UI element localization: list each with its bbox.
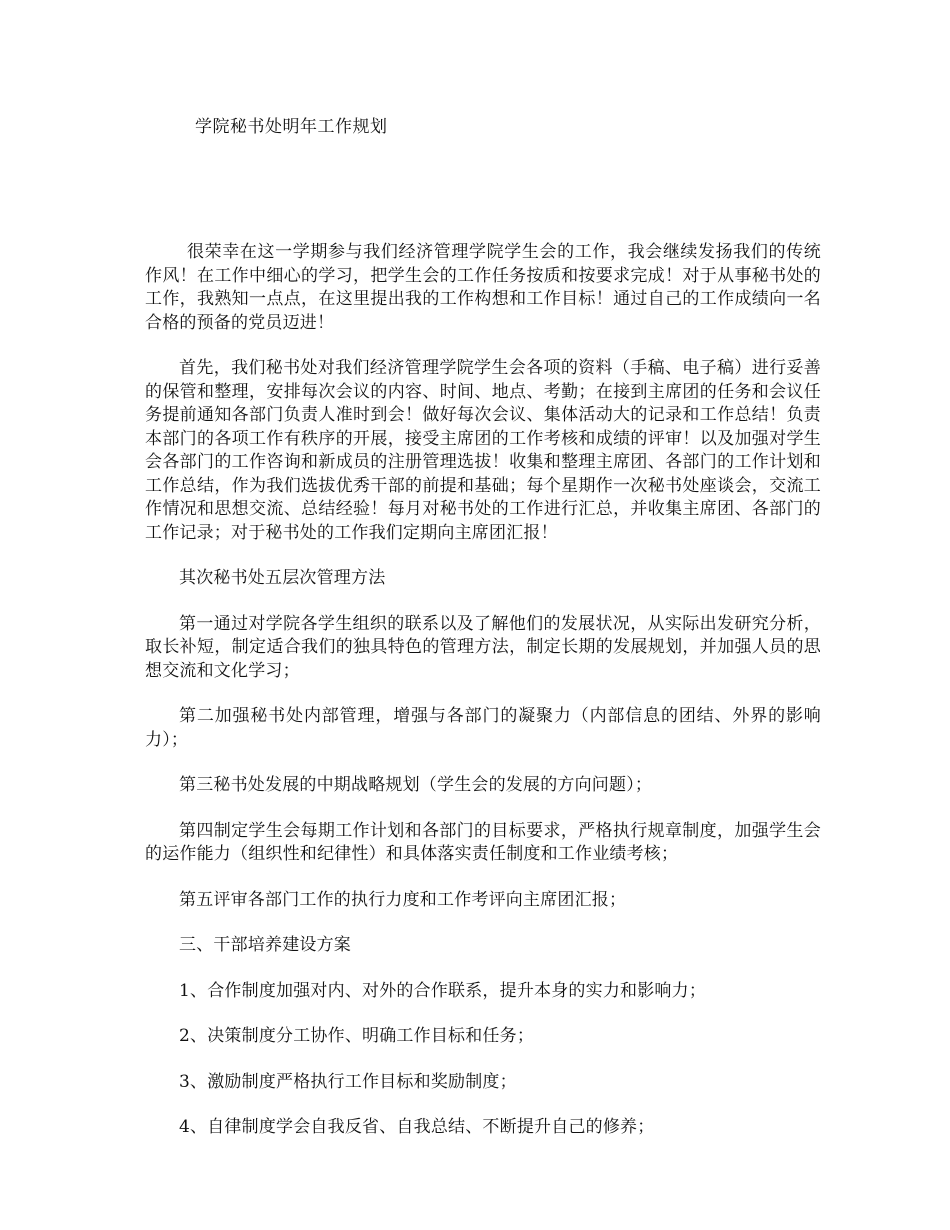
paragraph-level-three: 第三秘书处发展的中期战略规划（学生会的发展的方向问题）； bbox=[179, 775, 653, 795]
paragraph-heading-cadre: 三、干部培养建设方案 bbox=[179, 935, 351, 955]
paragraph-item-4: 4、自律制度学会自我反省、自我总结、不断提升自己的修养； bbox=[179, 1117, 655, 1137]
document-body bbox=[145, 241, 821, 1162]
paragraph-level-one: 第一通过对学院各学生组织的联系以及了解他们的发展状况，从实际出发研究分析，取长补短，制定适合我们的独具特色的管理方法，制定长期的发展规划，并加强人员的思想交流和文化学习； bbox=[145, 613, 821, 681]
paragraph-level-two: 第二加强秘书处内部管理，增强与各部门的凝聚力（内部信息的团结、外界的影响力）； bbox=[145, 706, 821, 750]
paragraph-item-2: 2、决策制度分工协作、明确工作目标和任务； bbox=[179, 1026, 535, 1046]
paragraph-item-1: 1、合作制度加强对内、对外的合作联系，提升本身的实力和影响力； bbox=[179, 980, 707, 1001]
paragraph-level-four: 第四制定学生会每期工作计划和各部门的目标要求，严格执行规章制度，加强学生会的运作能力（组织性和纪律性）和具体落实责任制度和工作业绩考核； bbox=[145, 820, 821, 864]
paragraph-first-duties: 首先，我们秘书处对我们经济管理学院学生会各项的资料（手稿、电子稿）进行妥善的保管和整理，安排每次会议的内容、时间、地点、考勤；在接到主席团的任务和会议任务提前通知各部门负责人准时到会！做好每次会议、集体活动大的记录和工作总结！负责本部门的各项工作有秩序的开展，接受主席团的工作考核和成绩的评审！以及加强对学生会各部门的工作咨询和新成员的注册管理选拔！收集和整理主席团、各部门的工作计划和工作总结，作为我们选拔优秀干部的前提和基础；每个星期作一次秘书处座谈会，交流工作情况和思想交流、总结经验！每月对秘书处的工作进行汇总，并收集主席团、各部门的工作记录；对于秘书处的工作我们定期向主席团汇报！ bbox=[145, 358, 821, 543]
paragraph-level-five: 第五评审各部门工作的执行力度和工作考评向主席团汇报； bbox=[179, 889, 627, 910]
paragraph-item-3: 3、激励制度严格执行工作目标和奖励制度； bbox=[179, 1071, 517, 1092]
paragraph-heading-management: 其次秘书处五层次管理方法 bbox=[179, 568, 386, 588]
paragraph-intro: 很荣幸在这一学期参与我们经济管理学院学生会的工作，我会继续发扬我们的传统作风！在工作中细心的学习，把学生会的工作任务按质和按要求完成！对于从事秘书处的工作，我熟知一点点，在这里提出我的工作构想和工作目标！通过自己的工作成绩向一名合格的预备的党员迈进！ bbox=[145, 242, 821, 333]
document-title: 学院秘书处明年工作规划 bbox=[195, 117, 388, 137]
